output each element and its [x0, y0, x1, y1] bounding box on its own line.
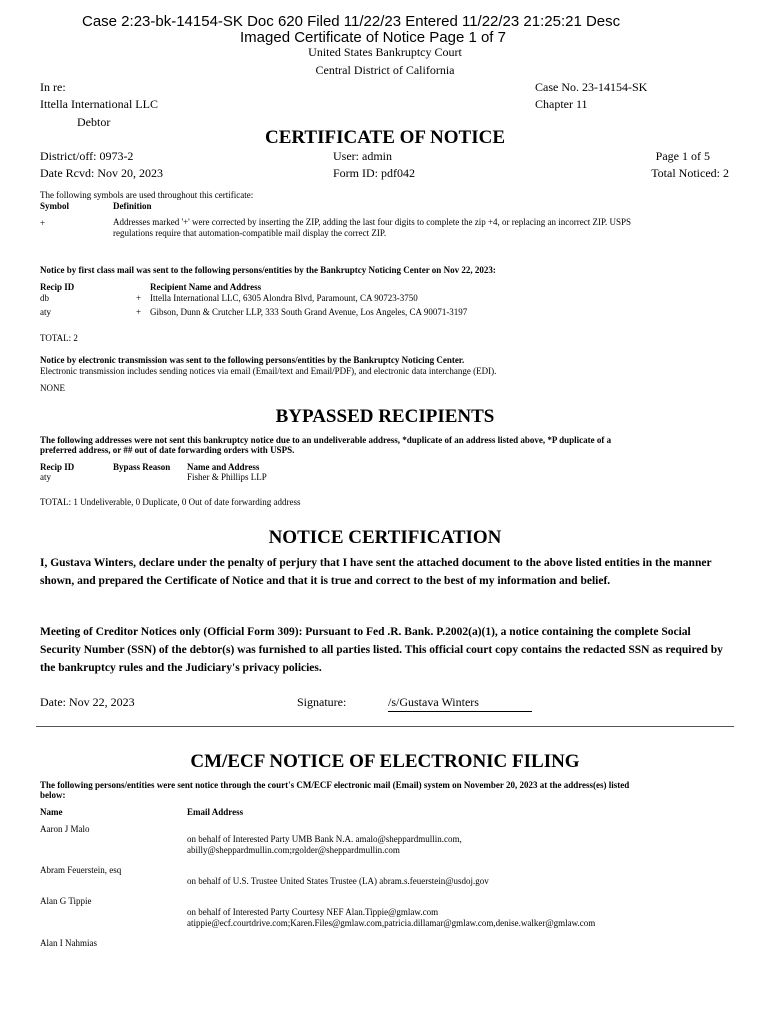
case-stamp-line-2: Imaged Certificate of Notice Page 1 of 7: [240, 29, 506, 46]
bypassed-intro-line-2: preferred address, or ## out of date forwarding orders with USPS.: [40, 445, 295, 455]
bypassed-col-recip: Recip ID: [40, 462, 75, 472]
section-divider: [36, 726, 734, 727]
cmecf-col-email: Email Address: [187, 807, 244, 817]
debtor-label: Debtor: [77, 115, 111, 129]
first-class-address: Ittella International LLC, 6305 Alondra Blvd, Paramount, CA 90723-3750: [150, 293, 418, 303]
in-re-label: In re:: [40, 80, 66, 94]
cmecf-recipient-name: Aaron J Malo: [40, 824, 90, 834]
signature-label: Signature:: [297, 695, 347, 709]
cmecf-recipient-name: Alan G Tippie: [40, 896, 92, 906]
electronic-heading: Notice by electronic transmission was sent to the following persons/entities by the Bankruptcy Noticing Center.: [40, 355, 465, 365]
bypassed-total: TOTAL: 1 Undeliverable, 0 Duplicate, 0 Out of date forwarding address: [40, 497, 301, 507]
cmecf-intro-line-1: The following persons/entities were sent notice through the court's CM/ECF electronic mail (Email) system on November 20, 2023 at the address(es) listed: [40, 780, 630, 790]
chapter: Chapter 11: [535, 97, 588, 111]
cmecf-recipient-email: on behalf of Interested Party UMB Bank N.A. amalo@sheppardmullin.com,: [187, 834, 462, 844]
date-received: Date Rcvd: Nov 20, 2023: [40, 166, 163, 180]
district-office: District/off: 0973-2: [40, 149, 134, 163]
electronic-none: NONE: [40, 383, 65, 393]
bypassed-col-name: Name and Address: [187, 462, 260, 472]
cmecf-recipient-email: on behalf of Interested Party Courtesy NEF Alan.Tippie@gmlaw.com: [187, 907, 439, 917]
bypassed-intro-line-1: The following addresses were not sent this bankruptcy notice due to an undeliverable address, *duplicate of an address listed above, *P duplicate of a: [40, 435, 612, 445]
electronic-subtext: Electronic transmission includes sending notices via email (Email/text and Email/PDF), and electronic data interchange (EDI).: [40, 366, 497, 376]
court-name: United States Bankruptcy Court: [308, 45, 462, 59]
first-class-col-recip: Recip ID: [40, 282, 75, 292]
bypassed-recip-id: aty: [40, 472, 51, 482]
court-district: Central District of California: [315, 63, 455, 77]
cmecf-recipient-name: Abram Feuerstein, esq: [40, 865, 122, 875]
user: User: admin: [333, 149, 392, 163]
case-stamp-line-1: Case 2:23-bk-14154-SK Doc 620 Filed 11/22/23 Entered 11/22/23 21:25:21 Desc: [82, 13, 621, 30]
first-class-address: Gibson, Dunn & Crutcher LLP, 333 South Grand Avenue, Los Angeles, CA 90071-3197: [150, 307, 468, 317]
cmecf-recipient-email: on behalf of U.S. Trustee United States Trustee (LA) abram.s.feuerstein@usdoj.gov: [187, 876, 489, 886]
first-class-col-name: Recipient Name and Address: [150, 282, 262, 292]
bypassed-title: BYPASSED RECIPIENTS: [275, 406, 495, 427]
symbols-intro: The following symbols are used throughout this certificate:: [40, 190, 254, 200]
first-class-recip-id: aty: [40, 307, 51, 317]
debtor-name: Ittella International LLC: [40, 97, 158, 111]
case-number: Case No. 23-14154-SK: [535, 80, 648, 94]
symbol-plus: +: [40, 218, 46, 228]
total-noticed: Total Noticed: 2: [651, 166, 729, 180]
cmecf-recipient-email: atippie@ecf.courtdrive.com;Karen.Files@gmlaw.com,patricia.dillamar@gmlaw.com,denise.walker@gmlaw.com: [187, 918, 596, 928]
certification-ssn-notice: Meeting of Creditor Notices only (Official Form 309): Pursuant to Fed .R. Bank. P.2002(a)(1), a notice containing the complete Social Security Number (SSN) of the debtor(s) was furnished to all parties listed. This official court copy contains the redacted SSN as required by the bankruptcy rules and the Judiciary's privacy policies.: [40, 626, 723, 674]
bypassed-col-reason: Bypass Reason: [113, 462, 171, 472]
cmecf-recipient-email: abilly@sheppardmullin.com;rgolder@sheppardmullin.com: [187, 845, 400, 855]
certification-title: NOTICE CERTIFICATION: [268, 527, 502, 548]
first-class-mark: +: [136, 307, 142, 317]
first-class-heading: Notice by first class mail was sent to the following persons/entities by the Bankruptcy Noticing Center on Nov 22, 2023:: [40, 265, 496, 275]
cmecf-title: CM/ECF NOTICE OF ELECTRONIC FILING: [190, 751, 580, 772]
certification-declaration: I, Gustava Winters, declare under the penalty of perjury that I have sent the attached document to the above listed entities in the manner shown, and prepared the Certificate of Notice and that it is true and correct to the best of my information and belief.: [40, 557, 712, 587]
cmecf-intro-line-2: below:: [40, 790, 66, 800]
first-class-total: TOTAL: 2: [40, 333, 78, 343]
page-count: Page 1 of 5: [655, 149, 710, 163]
cmecf-recipient-name: Alan I Nahmias: [40, 938, 97, 948]
first-class-recip-id: db: [40, 293, 49, 303]
form-id: Form ID: pdf042: [333, 166, 415, 180]
signature: /s/Gustava Winters: [388, 695, 532, 712]
certification-date: Date: Nov 22, 2023: [40, 695, 135, 709]
symbol-definition-line-1: Addresses marked '+' were corrected by inserting the ZIP, adding the last four digits to complete the zip +4, or replacing an incorrect ZIP. USPS: [113, 217, 632, 227]
symbol-definition-line-2: regulations require that automation-compatible mail display the correct ZIP.: [113, 228, 387, 238]
bypassed-name: Fisher & Phillips LLP: [187, 472, 267, 482]
symbols-header-symbol: Symbol: [40, 201, 70, 211]
first-class-mark: +: [136, 293, 142, 303]
certificate-title: CERTIFICATE OF NOTICE: [264, 127, 506, 148]
symbols-header-definition: Definition: [113, 201, 152, 211]
cmecf-col-name: Name: [40, 807, 63, 817]
